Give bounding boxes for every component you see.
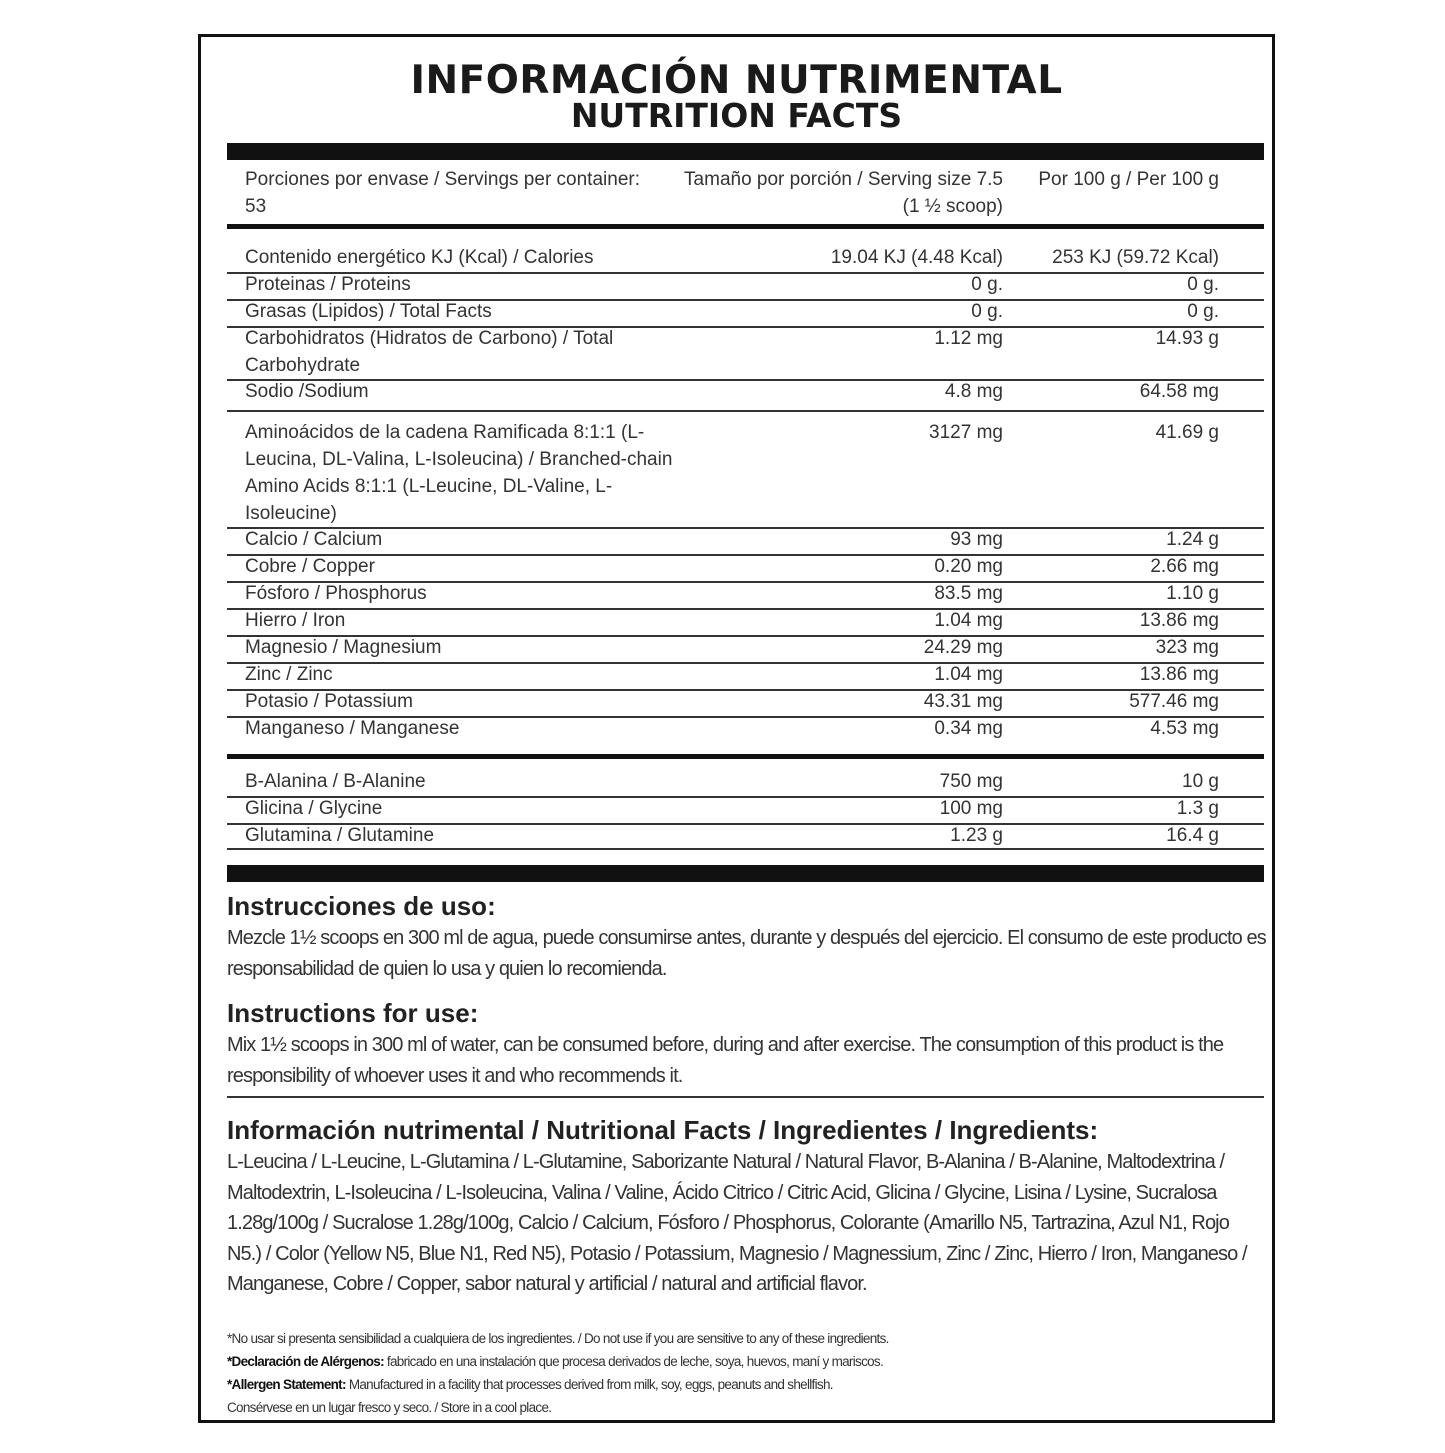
ingredients-divider bbox=[227, 1096, 1264, 1098]
nutrient-per-serving: 4.8 mg bbox=[944, 381, 1003, 402]
nutrient-per-serving: 0.20 mg bbox=[934, 556, 1003, 577]
nutrient-name: Aminoácidos de la cadena Ramificada 8:1:1 (L-Leucina, DL-Valina, L-Isoleucina) / Branched-chain Amino Acids 8:1:1 (L-Leucine, DL-Valine, L-Isoleucine) bbox=[245, 422, 673, 524]
nutrient-per-100g: 4.53 mg bbox=[1150, 718, 1219, 739]
allergen-es-text: fabricado en una instalación que procesa derivados de leche, soya, huevos, maní y mariscos. bbox=[383, 1354, 884, 1369]
row-divider bbox=[227, 754, 1264, 759]
allergen-en bbox=[227, 1373, 1267, 1396]
nutrient-per-serving: 1.04 mg bbox=[934, 664, 1003, 685]
nutrient-per-serving: 0 g. bbox=[971, 301, 1003, 322]
nutrient-name: Glicina / Glycine bbox=[245, 798, 383, 819]
nutrient-per-100g: 0 g. bbox=[1187, 274, 1219, 295]
nutrient-per-100g: 1.24 g bbox=[1166, 529, 1219, 550]
nutrient-per-serving: 100 mg bbox=[939, 798, 1003, 819]
nutrient-per-serving: 0.34 mg bbox=[934, 718, 1003, 739]
header-divider bbox=[227, 224, 1264, 229]
nutrient-name: Magnesio / Magnesium bbox=[245, 637, 442, 658]
nutrient-name: Proteinas / Proteins bbox=[245, 274, 411, 295]
nutrient-name: Manganeso / Manganese bbox=[245, 718, 460, 739]
nutrient-name: Cobre / Copper bbox=[245, 556, 375, 577]
nutrient-name: Sodio /Sodium bbox=[245, 381, 369, 402]
nutrient-per-serving: 750 mg bbox=[939, 771, 1003, 792]
nutrient-per-100g: 1.10 g bbox=[1166, 583, 1219, 604]
nutrient-per-serving: 93 mg bbox=[950, 529, 1003, 550]
nutrient-per-serving: 43.31 mg bbox=[923, 691, 1003, 712]
instructions-en-text: Mix 1½ scoops in 300 ml of water, can be consumed before, during and after exercise. The consumption of this product is the responsibility of whoever uses it and who recommends it. bbox=[227, 1034, 1224, 1087]
row-divider bbox=[227, 410, 1264, 412]
label-title: INFORMACIÓN NUTRIMENTAL bbox=[410, 58, 1063, 103]
nutrient-per-100g: 14.93 g bbox=[1155, 328, 1219, 349]
nutrient-per-100g: 13.86 mg bbox=[1139, 664, 1219, 685]
allergen-en-label: *Allergen Statement: bbox=[227, 1377, 346, 1392]
nutrient-per-100g: 0 g. bbox=[1187, 301, 1219, 322]
nutrient-name: Zinc / Zinc bbox=[245, 664, 333, 685]
nutrient-per-100g: 323 mg bbox=[1155, 637, 1219, 658]
nutrient-per-100g: 13.86 mg bbox=[1139, 610, 1219, 631]
nutrient-name: B-Alanina / B-Alanine bbox=[245, 771, 426, 792]
nutrient-per-serving: 3127 mg bbox=[929, 422, 1003, 443]
nutrient-per-serving: 0 g. bbox=[971, 274, 1003, 295]
nutrient-name: Contenido energético KJ (Kcal) / Calories bbox=[245, 247, 594, 268]
nutrient-per-serving: 1.12 mg bbox=[934, 328, 1003, 349]
nutrient-per-100g: 41.69 g bbox=[1155, 422, 1219, 443]
nutrient-name: Hierro / Iron bbox=[245, 610, 346, 631]
bottom-thick-bar bbox=[227, 865, 1264, 882]
nutrient-per-100g: 253 KJ (59.72 Kcal) bbox=[1052, 247, 1219, 268]
nutrient-name: Glutamina / Glutamine bbox=[245, 825, 435, 846]
top-thick-bar bbox=[227, 143, 1264, 160]
nutrient-per-serving: 1.04 mg bbox=[934, 610, 1003, 631]
nutrient-per-serving: 1.23 g bbox=[950, 825, 1003, 846]
allergen-en-text: Manufactured in a facility that processes derived from milk, soy, eggs, peanuts and shellfish. bbox=[345, 1377, 833, 1392]
nutrient-per-100g: 1.3 g bbox=[1176, 798, 1219, 819]
ingredients-heading: Información nutrimental / Nutritional Facts / Ingredientes / Ingredients: bbox=[227, 1115, 1099, 1145]
nutrient-per-100g: 10 g bbox=[1182, 771, 1219, 792]
instructions-es-heading: Instrucciones de uso: bbox=[227, 891, 496, 921]
servings-per-container: Porciones por envase / Servings per container: 53 bbox=[245, 169, 640, 217]
instructions-es-text: Mezcle 1½ scoops en 300 ml de agua, puede consumirse antes, durante y después del ejercicio. El consumo de este producto es responsabilidad de quien lo usa y quien lo recomienda. bbox=[227, 927, 1266, 980]
nutrient-per-serving: 24.29 mg bbox=[923, 637, 1003, 658]
nutrient-per-100g: 64.58 mg bbox=[1139, 381, 1219, 402]
instructions-en-heading: Instructions for use: bbox=[227, 998, 479, 1028]
nutrient-per-serving: 83.5 mg bbox=[934, 583, 1003, 604]
nutrient-name: Carbohidratos (Hidratos de Carbono) / Total Carbohydrate bbox=[245, 328, 614, 376]
label-subtitle: NUTRITION FACTS bbox=[570, 96, 903, 135]
allergen-es-label: *Declaración de Alérgenos: bbox=[227, 1354, 384, 1369]
nutrient-name: Potasio / Potassium bbox=[245, 691, 413, 712]
nutrient-name: Grasas (Lipidos) / Total Facts bbox=[245, 301, 492, 322]
serving-size: Tamaño por porción / Serving size 7.5 (1 ½ scoop) bbox=[684, 169, 1003, 217]
ingredients-text: L-Leucina / L-Leucine, L-Glutamina / L-Glutamine, Saborizante Natural / Natural Flavor, B-Alanina / B-Alanine, Maltodextrina / Maltodextrin, L-Isoleucina / L-Isoleucina, Valina / Valine, Ácido Citrico / Citric Acid, Glicina / Glycine, Lisina / Lysine, Sucralosa 1.28g/100g / Sucralose 1.28g/100g, Calcio / Calcium, Fósforo / Phosphorus, Colorante (Amarillo N5, Tartrazina, Azul N1, Rojo N5.) / Color (Yellow N5, Blue N1, Red N5), Potasio / Potassium, Magnesio / Magnessium, Zinc / Zinc, Hierro / Iron, Manganeso / Manganese, Cobre / Copper, sabor natural y artificial / natural and artificial flavor. bbox=[227, 1151, 1247, 1295]
nutrient-per-100g: 16.4 g bbox=[1166, 825, 1219, 846]
per-100-header: Por 100 g / Per 100 g bbox=[1038, 169, 1219, 190]
storage-note: Consérvese en un lugar fresco y seco. / Store in a cool place. bbox=[227, 1400, 552, 1415]
nutrient-per-100g: 2.66 mg bbox=[1150, 556, 1219, 577]
nutrient-name: Calcio / Calcium bbox=[245, 529, 383, 550]
sensitivity-note: *No usar si presenta sensibilidad a cualquiera de los ingredientes. / Do not use if you are sensitive to any of these ingredients. bbox=[227, 1331, 889, 1346]
nutrition-label bbox=[198, 34, 1275, 1423]
allergen-es bbox=[227, 1350, 1267, 1373]
nutrient-name: Fósforo / Phosphorus bbox=[245, 583, 427, 604]
nutrient-per-serving: 19.04 KJ (4.48 Kcal) bbox=[830, 247, 1003, 268]
nutrient-per-100g: 577.46 mg bbox=[1129, 691, 1219, 712]
